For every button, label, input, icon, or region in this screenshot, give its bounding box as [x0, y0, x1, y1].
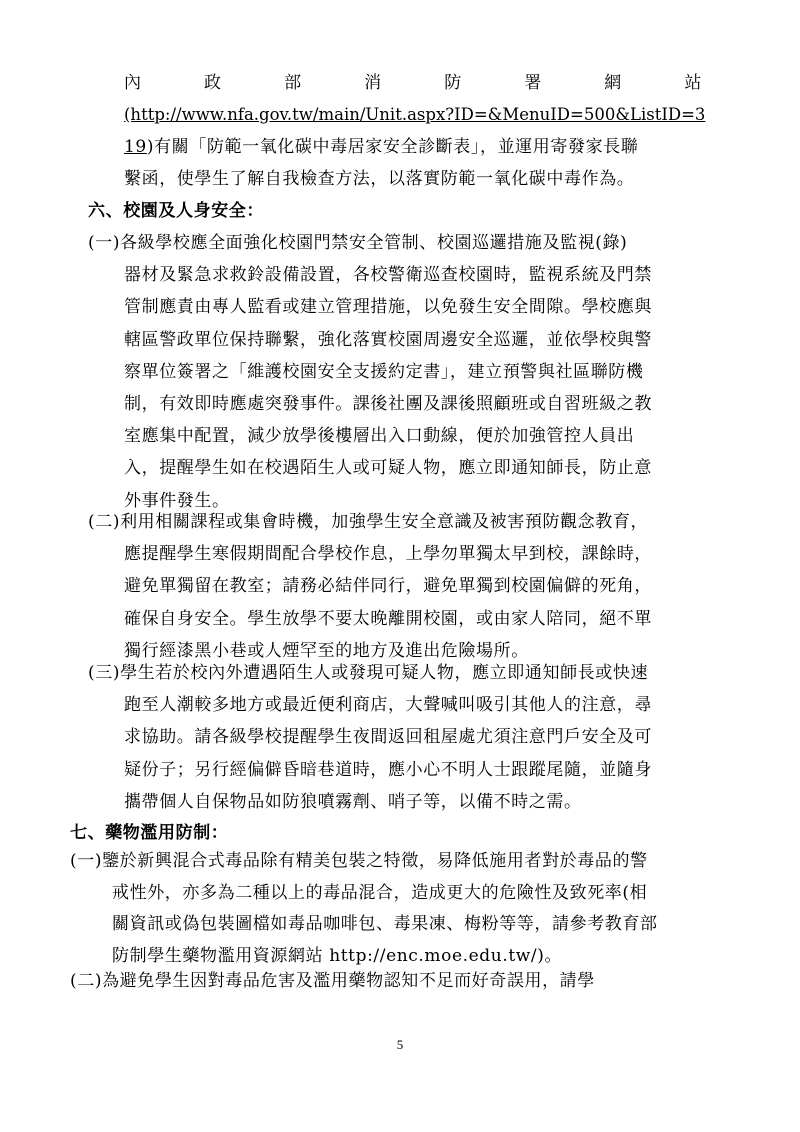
paragraph-line: (二)利用相關課程或集會時機，加強學生安全意識及被害預防觀念教育， [88, 512, 649, 532]
paragraph-line: 外事件發生。 [124, 490, 230, 511]
paragraph-line: 器材及緊急求救鈴設備設置，各校警衛巡查校園時，監視系統及門禁 [124, 265, 652, 286]
intro-spaced-char: 署 [524, 73, 542, 93]
section-6-heading: 六、校園及人身安全： [88, 201, 264, 221]
paragraph-line: 戒性外，亦多為二種以上的毒品混合，造成更大的危險性及致死率(相 [112, 882, 648, 903]
intro-spaced-char: 網 [604, 73, 622, 93]
paragraph-line: 轄區警政單位保持聯繫，強化落實校園周邊安全巡邏，並依學校與警 [124, 329, 652, 350]
paragraph-line: 管制應責由專人監看或建立管理措施，以免發生安全間隙。學校應與 [124, 297, 652, 318]
intro-url-line [124, 104, 706, 126]
page-number: 5 [396, 1037, 404, 1052]
intro-spaced-char: 消 [364, 73, 382, 93]
intro-spaced-line [124, 72, 702, 94]
intro-spaced-char: 部 [284, 73, 302, 93]
paragraph-line: 跑至人潮較多地方或最近便利商店，大聲喊叫吸引其他人的注意，尋 [124, 695, 652, 716]
paragraph-line: 關資訊或偽包裝圖檔如毒品咖啡包、毒果凍、梅粉等等，請參考教育部 [112, 914, 658, 934]
intro-line-4: 繫函，使學生了解自我檢查方法，以落實防範一氧化碳中毒作為。 [124, 169, 635, 189]
paragraph-line: 攜帶個人自保物品如防狼噴霧劑、哨子等，以備不時之需。 [124, 791, 582, 812]
paragraph-line: 入，提醒學生如在校遇陌生人或可疑人物，應立即通知師長，防止意 [124, 458, 652, 479]
paragraph-line: 防制學生藥物濫用資源網站 http://enc.moe.edu.tw/)。 [112, 945, 563, 966]
paragraph-line: (一)鑒於新興混合式毒品除有精美包裝之特徵，易降低施用者對於毒品的警 [70, 851, 648, 871]
paragraph-line: 確保自身安全。學生放學不要太晚離開校園，或由家人陪同，絕不單 [124, 608, 652, 629]
nfa-url-link-continued[interactable]: 19 [124, 137, 147, 157]
paragraph-line: (三)學生若於校內外遭遇陌生人或發現可疑人物，應立即通知師長或快速 [88, 663, 649, 683]
section-7-heading: 七、藥物濫用防制： [70, 823, 229, 843]
paragraph-line: 應提醒學生寒假期間配合學校作息，上學勿單獨太早到校，課餘時， [124, 544, 652, 565]
paragraph-line: 制，有效即時應處突發事件。課後社團及課後照顧班或自習班級之教 [124, 394, 652, 414]
intro-spaced-char: 政 [204, 73, 222, 93]
paragraph-line: 室應集中配置，減少放學後樓層出入口動線，便於加強管控人員出 [124, 426, 635, 447]
paragraph-line: 察單位簽署之「維護校園安全支援約定書」，建立預警與社區聯防機 [124, 361, 644, 382]
intro-spaced-char: 站 [684, 73, 702, 93]
nfa-url-link[interactable]: (http://www.nfa.gov.tw/main/Unit.aspx?ID=&MenuID=500&ListID=3 [124, 105, 706, 124]
paragraph-line: 獨行經漆黑小巷或人煙罕至的地方及進出危險場所。 [124, 640, 529, 661]
intro-spaced-char: 防 [444, 73, 462, 93]
paragraph-line: 避免單獨留在教室；請務必結伴同行，避免單獨到校園偏僻的死角， [124, 576, 652, 597]
intro-line-3-text: )有關「防範一氧化碳中毒居家安全診斷表」，並運用寄發家長聯 [146, 137, 639, 157]
paragraph-line: (二)為避免學生因對毒品危害及濫用藥物認知不足而好奇誤用，請學 [70, 971, 595, 991]
paragraph-line: (一)各級學校應全面強化校園門禁安全管制、校園巡邏措施及監視(錄) [88, 233, 628, 253]
paragraph-line: 疑份子；另行經偏僻昏暗巷道時，應小心不明人士跟蹤尾隨，並隨身 [124, 759, 652, 780]
intro-line-3 [124, 136, 638, 158]
intro-spaced-char: 內 [124, 73, 142, 93]
paragraph-line: 求協助。請各級學校提醒學生夜間返回租屋處尤須注意門戶安全及可 [124, 727, 652, 748]
